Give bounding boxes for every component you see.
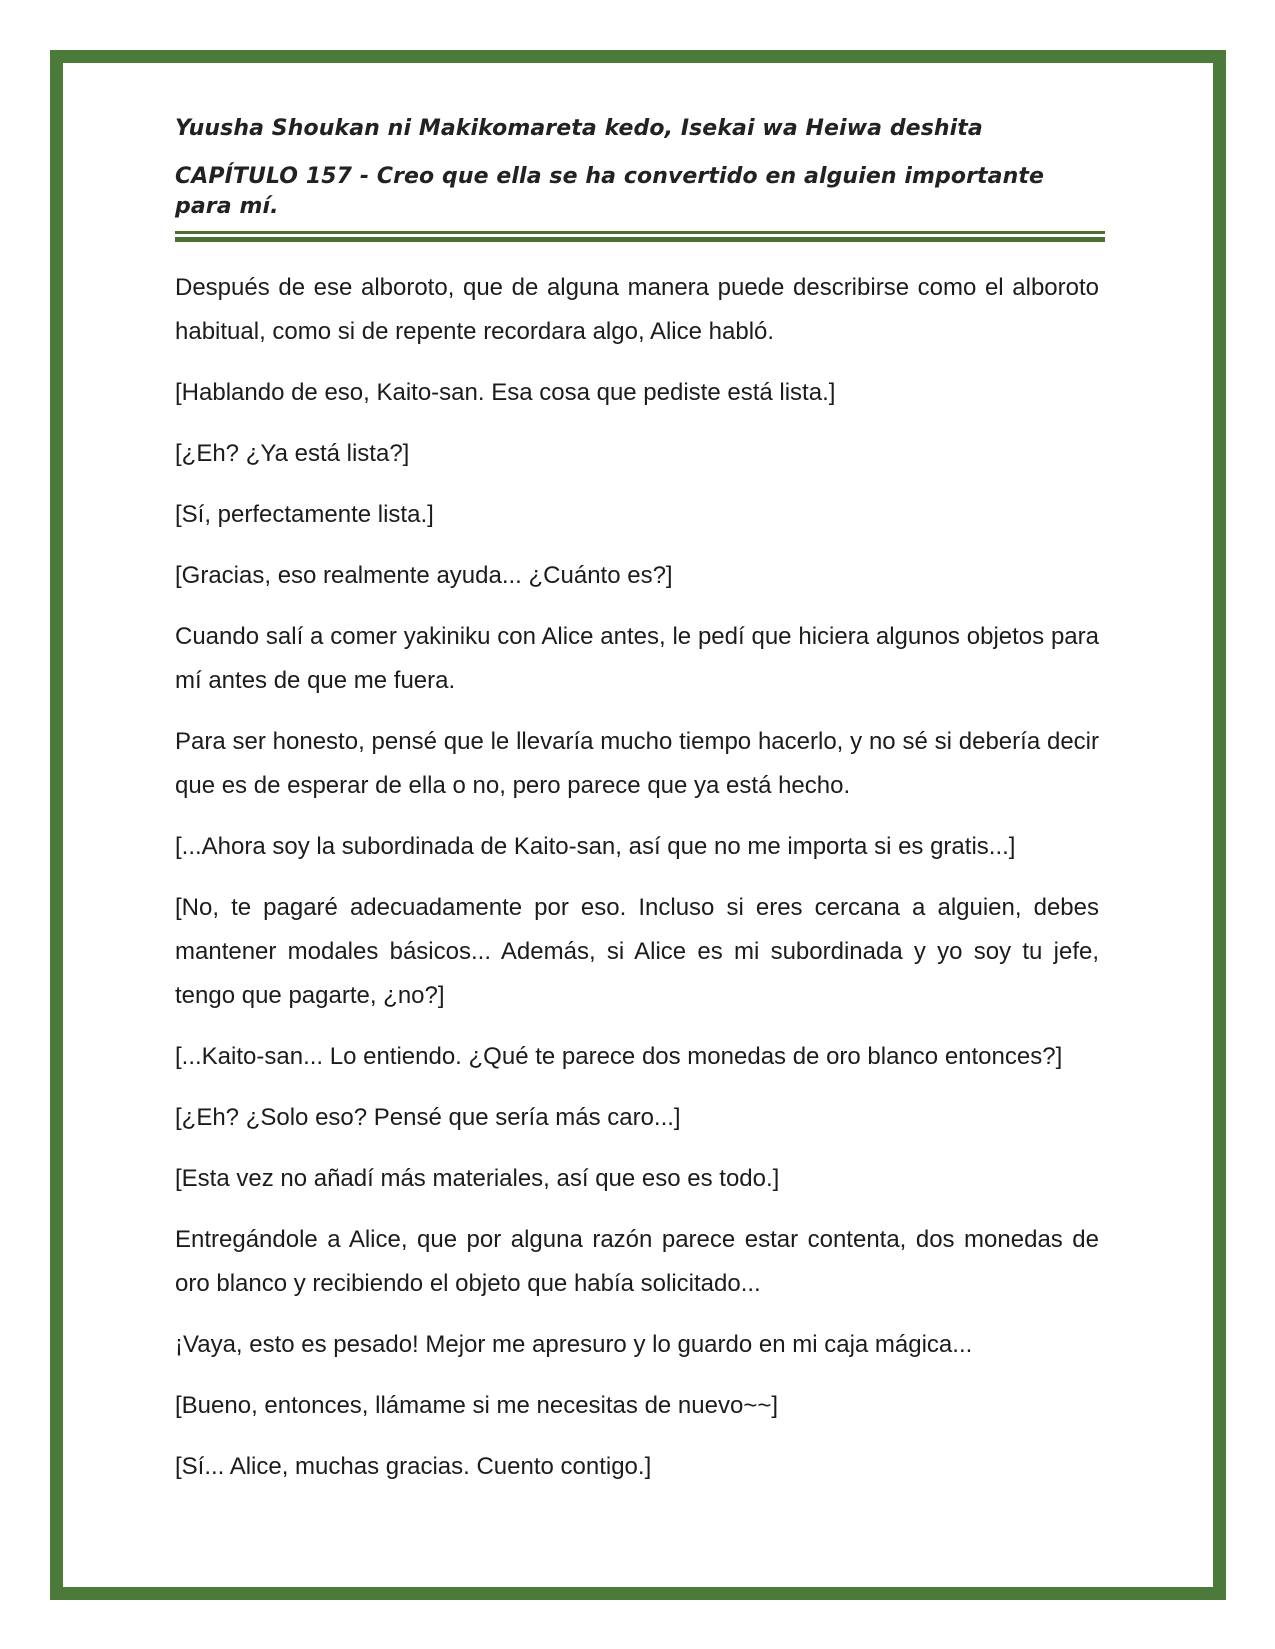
chapter-body [175, 266, 1099, 1489]
paragraph: Para ser honesto, pensé que le llevaría mucho tiempo hacerlo, y no sé si debería decir que es de esperar de ella o no, pero parece que ya está hecho. [175, 728, 1099, 799]
paragraph: [...Ahora soy la subordinada de Kaito-san, así que no me importa si es gratis...] [175, 833, 1016, 860]
paragraph: [¿Eh? ¿Solo eso? Pensé que sería más caro...] [175, 1104, 681, 1131]
paragraph: Cuando salí a comer yakiniku con Alice antes, le pedí que hiciera algunos objetos para mí antes de que me fuera. [175, 623, 1099, 694]
title-divider [175, 231, 1105, 242]
paragraph: [¿Eh? ¿Ya está lista?] [175, 440, 410, 467]
novel-title: Yuusha Shoukan ni Makikomareta kedo, Isekai wa Heiwa deshita [175, 116, 983, 141]
chapter-title: CAPÍTULO 157 - Creo que ella se ha convertido en alguien importante para mí. [175, 164, 1045, 219]
paragraph: Después de ese alboroto, que de alguna manera puede describirse como el alboroto habitual, como si de repente recordara algo, Alice habló. [175, 274, 1099, 345]
paragraph: Entregándole a Alice, que por alguna razón parece estar contenta, dos monedas de oro blanco y recibiendo el objeto que había solicitado... [175, 1226, 1099, 1297]
paragraph: [No, te pagaré adecuadamente por eso. Incluso si eres cercana a alguien, debes mantener modales básicos... Además, si Alice es mi subordinada y yo soy tu jefe, tengo que pagarte, ¿no?] [175, 894, 1099, 1009]
page-content [175, 114, 1099, 1506]
paragraph: [Gracias, eso realmente ayuda... ¿Cuánto es?] [175, 562, 673, 589]
paragraph: ¡Vaya, esto es pesado! Mejor me apresuro y lo guardo en mi caja mágica... [175, 1331, 973, 1358]
paragraph: [...Kaito-san... Lo entiendo. ¿Qué te parece dos monedas de oro blanco entonces?] [175, 1043, 1063, 1070]
paragraph: [Hablando de eso, Kaito-san. Esa cosa que pediste está lista.] [175, 379, 836, 406]
paragraph: [Bueno, entonces, llámame si me necesitas de nuevo~~] [175, 1392, 779, 1419]
title-divider-thick-line [175, 237, 1105, 242]
paragraph: [Sí, perfectamente lista.] [175, 501, 434, 528]
title-divider-thin-line [175, 231, 1105, 234]
paragraph: [Esta vez no añadí más materiales, así que eso es todo.] [175, 1165, 780, 1192]
paragraph: [Sí... Alice, muchas gracias. Cuento contigo.] [175, 1453, 652, 1480]
